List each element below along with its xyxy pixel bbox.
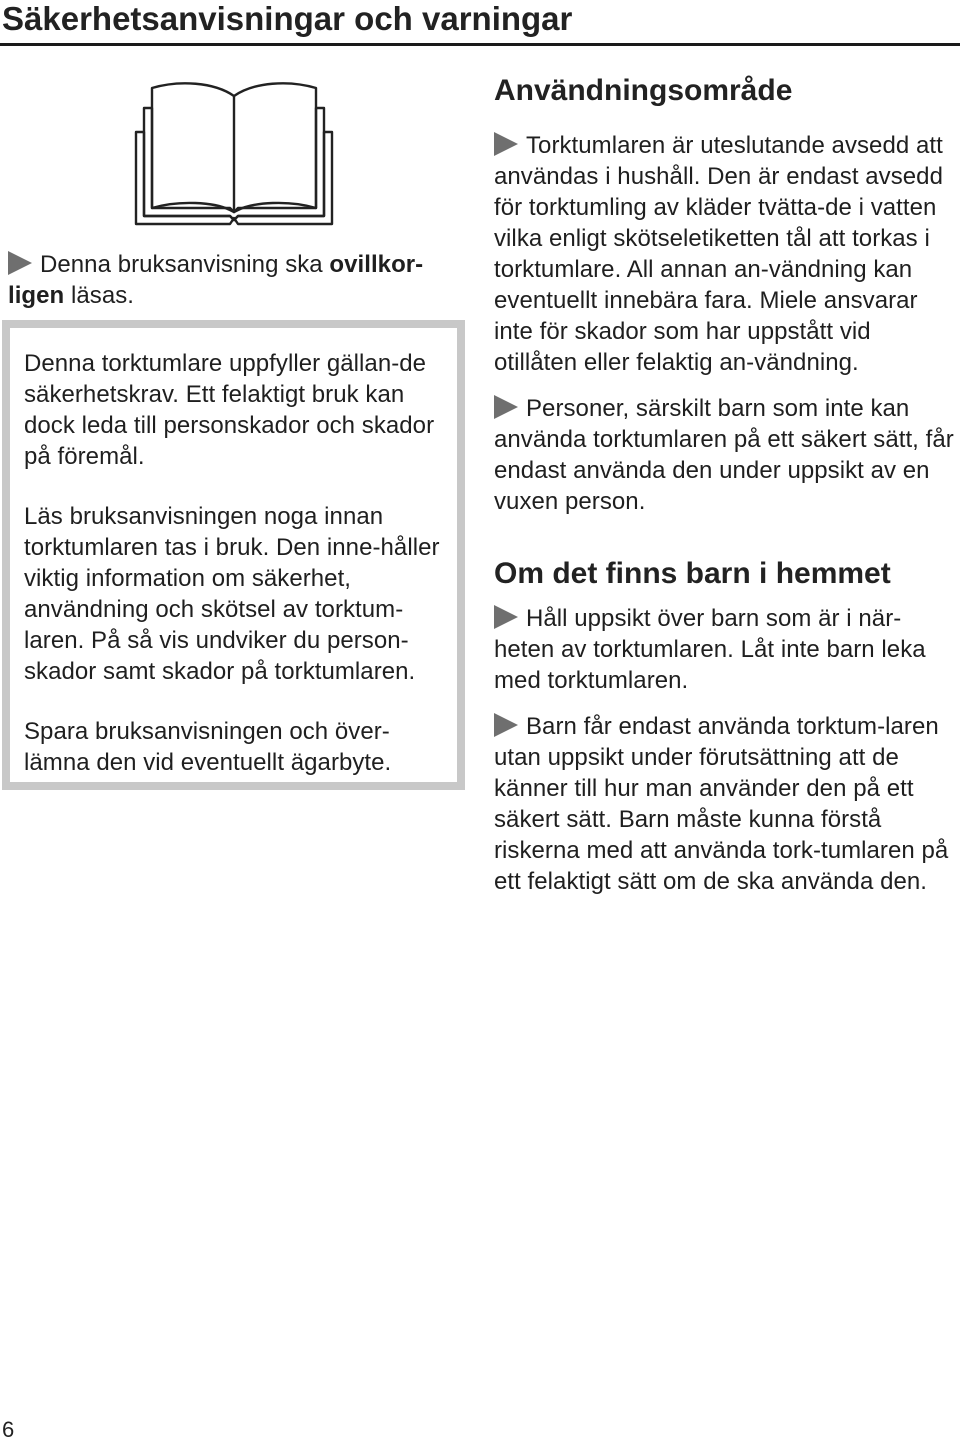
list-item: Personer, särskilt barn som inte kan använda torktumlaren på ett säkert sätt, får endast använda den under uppsikt av en vuxen person. <box>494 395 954 515</box>
box-paragraph: Spara bruksanvisningen och över-lämna den vid eventuellt ägarbyte. <box>24 718 392 776</box>
list-item: Torktumlaren är uteslutande avsedd att användas i hushåll. Den är endast avsedd för torktumling av kläder tvätta-de i vatten vilka enligt skötseletiketten tål att torkas i torktumlare. All annan an-vändning kan eventuellt innebära fara. Miele ansvarar inte för skador som har uppstått vid otillåten eller felaktig an-vändning. <box>494 132 943 376</box>
intro-warning <box>8 249 458 311</box>
list-item: Håll uppsikt över barn som är i när-heten av torktumlaren. Låt inte barn leka med torktumlaren. <box>494 605 926 694</box>
triangle-right-icon <box>494 713 518 737</box>
header-rule <box>0 43 960 46</box>
box-paragraph: Denna torktumlare uppfyller gällan-de säkerhetskrav. Ett felaktigt bruk kan dock leda till personskador och skador på föremål. <box>24 350 435 470</box>
triangle-right-icon <box>494 132 518 156</box>
intro-text: Denna bruksanvisning ska ovillkor-ligen läsas. <box>8 251 424 309</box>
emphasis-text: ovillkor-ligen <box>8 251 424 309</box>
list-item: Barn får endast använda torktum-laren utan uppsikt under förutsättning att de känner till hur man använder den på ett säkert sätt. Barn måste kunna förstå riskerna med att använda tork-tumlaren på ett felaktigt sätt om de ska använda den. <box>494 713 949 895</box>
open-book-icon <box>134 78 334 226</box>
box-paragraph: Läs bruksanvisningen noga innan torktumlaren tas i bruk. Den inne-håller viktig information om säkerhet, användning och skötsel av torktum-laren. På så vis undviker du person-skador samt skador på torktumlaren. <box>24 503 440 685</box>
right-column <box>494 72 954 897</box>
section-heading-usage: Användningsområde <box>494 74 793 107</box>
triangle-right-icon <box>494 395 518 419</box>
page-title: Säkerhetsanvisningar och varningar <box>2 0 573 37</box>
triangle-right-icon <box>494 605 518 629</box>
page-header <box>0 0 960 48</box>
info-box <box>2 320 465 790</box>
section-heading-children: Om det finns barn i hemmet <box>494 557 891 590</box>
page-number: 6 <box>2 1417 15 1442</box>
triangle-right-icon <box>8 251 32 275</box>
